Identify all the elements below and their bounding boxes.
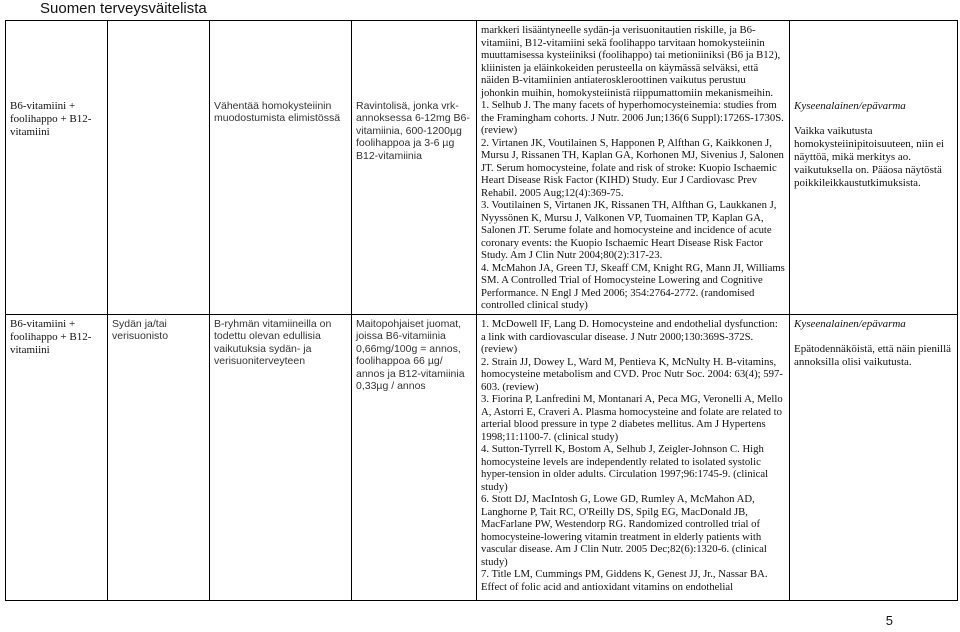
reference-item: 3. Voutilainen S, Virtanen JK, Rissanen TH, Alfthan G, Laukkanen J, Nyyssönen K, Mursu J, Valkonen VP, Tuomainen TP, Kaplan GA, Salonen JT. Serume folate and homocysteine and incidence of acute coronary events: the Kuopio Ischaemic Heart Disease Risk Factor Study. Am J Clin Nutr 2004;80(2):317-23. xyxy=(481,199,777,261)
effect-text: B-ryhmän vitamiineilla on todettu olevan edullisia vaikutuksia sydän- ja verisuoniterveyteen xyxy=(214,318,332,368)
reference-item: 1. McDowell IF, Lang D. Homocysteine and endothelial dysfunction: a link with cardiovascular disease. J Nutr 2000;130:369S-372S. (review) xyxy=(481,318,778,355)
source-cell xyxy=(352,315,477,601)
verdict-label: Kyseenalainen/epävarma xyxy=(794,318,906,330)
population-cell xyxy=(108,21,210,315)
page-number: 5 xyxy=(885,613,893,628)
evidence-summary: markkeri lisääntyneelle sydän-ja verisuonitautien riskille, ja B6-vitamiini, B12-vitamiini sekä foolihappo tarvitaan homokysteiinin muuttamisessa kysteiiniksi (foolihappo) tai metioniiniksi (B6 ja B12), kliinisten ja eläinkokeiden perusteella on käymässä selväksi, että näiden B-vitamiinien antiateroskleroottinen vaikutus perustuu johonkin muihin, homokysteiinistä riippumattomiin mekanismeihin. xyxy=(481,24,781,99)
intervention-cell xyxy=(6,315,108,601)
population-text: Sydän ja/tai verisuonisto xyxy=(112,318,169,343)
reference-item: 4. McMahon JA, Green TJ, Skeaff CM, Knight RG, Mann JI, Williams SM. A Controlled Trial of Homocysteine Lowering and Cognitive Performance. N Engl J Med 2006; 354:2764-2772. (randomised controlled clinical study) xyxy=(481,261,785,311)
verdict-cell xyxy=(790,21,958,315)
verdict-cell xyxy=(790,315,958,601)
intervention-text: B6-vitamiini + foolihappo + B12-vitamiini xyxy=(10,100,92,138)
reference-item: 2. Virtanen JK, Voutilainen S, Happonen P, Alfthan G, Kaikkonen J, Mursu J, Rissanen TH, Kaplan GA, Korhonen MJ, Sivenius J, Salonen JT. Serum homocysteine, folate and risk of stroke: Kuopio Ischaemic Heart Disease Risk Factor (KIHD) Study. Eur J Cardiovasc Prev Rehabil. 2005 Aug;12(4):369-75. xyxy=(481,136,784,199)
reference-item: 7. Title LM, Cummings PM, Giddens K, Genest JJ, Jr., Nassar BA. Effect of folic acid and antioxidant vitamins on endothelial xyxy=(481,568,768,593)
source-text: Ravintolisä, jonka vrk-annoksessa 6-12mg B6-vitamiinia, 600-1200µg foolihappoa ja 3-6 µg B12-vitamiinia xyxy=(356,100,470,162)
reference-item: 3. Fiorina P, Lanfredini M, Montanari A, Peca MG, Veronelli A, Mello A, Astorri E, Craveri A. Plasma homocysteine and folate are related to arterial blood pressure in type 2 diabetes mellitus. Am J Hypertens 1998;11:1100-7. (clinical study) xyxy=(481,393,783,443)
source-cell xyxy=(352,21,477,315)
verdict-text: Vaikka vaikutusta homokysteiinipitoisuuteen, niin ei näyttöä, mikä merkitys ao. vaikutuksella on. Pääosa näytöstä poikkileikkaustutkimuksista. xyxy=(794,124,945,189)
reference-item: 4. Sutton-Tyrrell K, Bostom A, Selhub J, Zeigler-Johnson C. High homocysteine levels are independently related to isolated systolic hyper-tension in older adults. Circulation 1997;96:1745-9. (clinical study) xyxy=(481,443,769,493)
intervention-cell xyxy=(6,21,108,315)
effect-text: Vähentää homokysteiinin muodostumista elimistössä xyxy=(214,100,341,125)
reference-item: 1. Selhub J. The many facets of hyperhomocysteinemia: studies from the Framingham cohorts. J Nutr. 2006 Jun;136(6 Suppl):1726S-1730S. (review) xyxy=(481,99,784,136)
claims-table xyxy=(5,20,958,601)
reference-item: 2. Strain JJ, Dowey L, Ward M, Pentieva K, McNulty H. B-vitamins, homocysteine metabolism and CVD. Proc Nutr Soc. 2004: 63(4); 597-603. (review) xyxy=(481,355,783,393)
verdict-text: Epätodennäköistä, että näin pienillä annoksilla olisi vaikutusta. xyxy=(794,342,952,368)
population-cell xyxy=(108,315,210,601)
reference-item: 6. Stott DJ, MacIntosh G, Lowe GD, Rumley A, McMahon AD, Langhorne P, Tait RC, O'Reilly DS, Spilg EG, MacDonald JB, MacFarlane PW, Westendorp RG. Randomized controlled trial of homocysteine-lowering vitamin treatment in elderly patients with vascular disease. Am J Clin Nutr. 2005 Dec;82(6):1320-6. (clinical study) xyxy=(481,493,767,568)
intervention-text: B6-vitamiini + foolihappo + B12-vitamiini xyxy=(10,318,92,356)
evidence-cell xyxy=(477,315,790,601)
table-row xyxy=(6,315,958,601)
effect-cell xyxy=(210,315,352,601)
population-text xyxy=(112,24,205,100)
table-row xyxy=(6,21,958,315)
verdict-label: Kyseenalainen/epävarma xyxy=(794,100,906,112)
evidence-cell xyxy=(477,21,790,315)
source-text: Maitopohjaiset juomat, joissa B6-vitamiinia 0,66mg/100g = annos, foolihappoa 66 µg/ annos ja B12-vitamiinia 0,33µg / annos xyxy=(356,318,465,393)
page-header-title: Suomen terveysväitelista xyxy=(40,0,207,17)
effect-cell xyxy=(210,21,352,315)
